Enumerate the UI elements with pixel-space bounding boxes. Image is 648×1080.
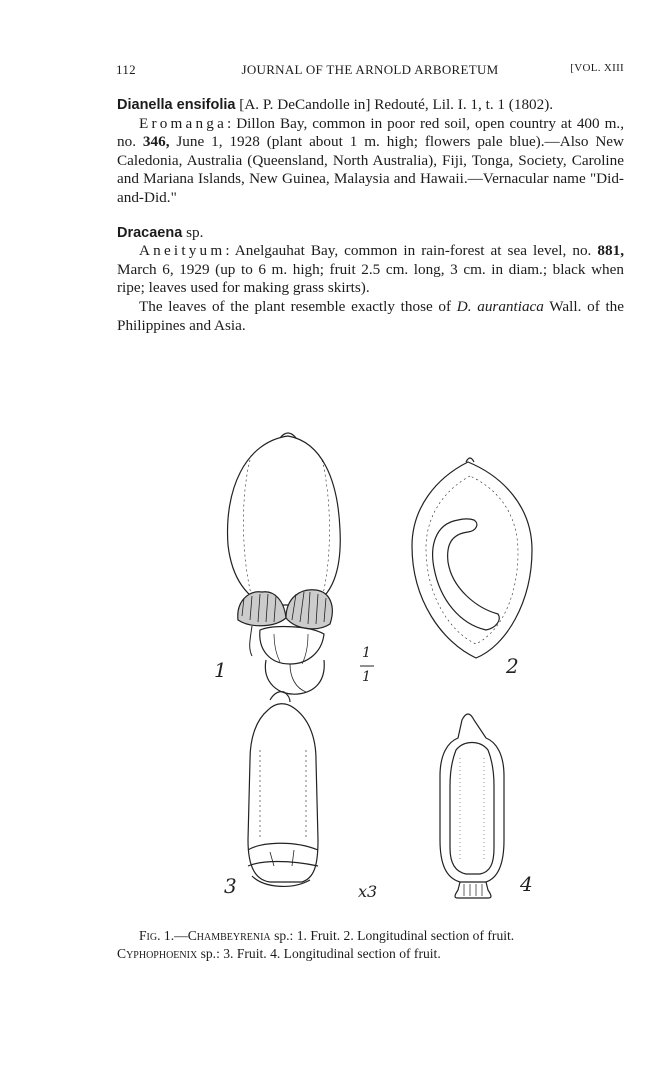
body-text-segment: March 6, 1929 (up to 6 m. high; fruit 2.5 cm. long, 3 cm. in diam.; black when ripe; leaves used for making grass skirts).: [117, 260, 624, 297]
figure-label-4: 4: [520, 872, 533, 896]
species-name: Dracaena: [117, 224, 183, 241]
fruit-drawing-1: [228, 433, 341, 694]
citation: [A. P. DeCandolle in] Redouté, Lil. I. 1, t. 1 (1802).: [235, 96, 554, 113]
body-text: [117, 96, 624, 335]
body-text-segment: June 1, 1928 (plant about 1 m. high; flowers pale blue).—Also New Caledonia, Australia (Queensland, North Australia), Fiji, Tonga, Society, Caroline and Mariana Islands, New Guinea, Malaysia and Hawaii.—Vernacular name "Did-and-Did.": [117, 133, 624, 206]
caption-line-2: [117, 945, 624, 963]
entry-dracaena-body: [117, 242, 624, 298]
collection-number: 346,: [142, 133, 170, 151]
figure-label-3: 3: [224, 874, 237, 898]
figure-caption: [117, 927, 624, 962]
locality: Eromanga: [139, 114, 228, 132]
scale-label-x3: x3: [358, 882, 378, 901]
fruit-drawing-3: [248, 692, 318, 887]
journal-title: JOURNAL OF THE ARNOLD ARBORETUM: [241, 62, 499, 77]
page-number: 112: [116, 62, 136, 77]
caption-genus: Cyphophoenix: [117, 945, 198, 961]
rank: sp.: [182, 223, 204, 241]
entry-dianella-body: [117, 115, 624, 208]
figure-illustration: [190, 420, 590, 900]
body-text-segment: Wall. of the Philippines and Asia.: [117, 297, 625, 334]
fruit-section-drawing-4: [440, 714, 504, 898]
caption-fig-label: Fig. 1.—: [139, 928, 188, 943]
figure-label-1: 1: [214, 658, 227, 682]
body-text-segment: : Anelgauhat Bay, common in rain-forest at sea level, no.: [225, 242, 598, 260]
figure-label-2: 2: [506, 654, 519, 678]
species-name: Dianella ensifolia: [117, 97, 236, 113]
entry-dianella-heading: [117, 96, 624, 115]
species-name: D. aurantiaca: [456, 297, 544, 315]
caption-text: sp.: 3. Fruit. 4. Longitudinal section of fruit.: [197, 945, 441, 961]
figure-1: [190, 420, 590, 900]
locality: Aneityum: [139, 242, 226, 260]
caption-text: sp.: 1. Fruit. 2. Longitudinal section of fruit.: [270, 928, 515, 943]
collection-number: 881,: [597, 242, 624, 260]
body-text-segment: : Dillon Bay, common in poor red soil, open country at 400 m., no.: [117, 114, 624, 151]
scale-numerator: 1: [362, 645, 371, 661]
spacer: [117, 208, 624, 224]
caption-genus: Chambeyrenia: [187, 928, 271, 943]
entry-dracaena-remark: [117, 298, 624, 335]
running-header: [116, 62, 624, 82]
body-text-segment: The leaves of the plant resemble exactly those of: [139, 297, 457, 315]
volume-label: [VOL. XIII: [570, 62, 624, 74]
scale-denominator: 1: [362, 669, 371, 685]
fruit-section-drawing-2: [412, 458, 532, 658]
entry-dracaena-heading: [117, 224, 624, 243]
